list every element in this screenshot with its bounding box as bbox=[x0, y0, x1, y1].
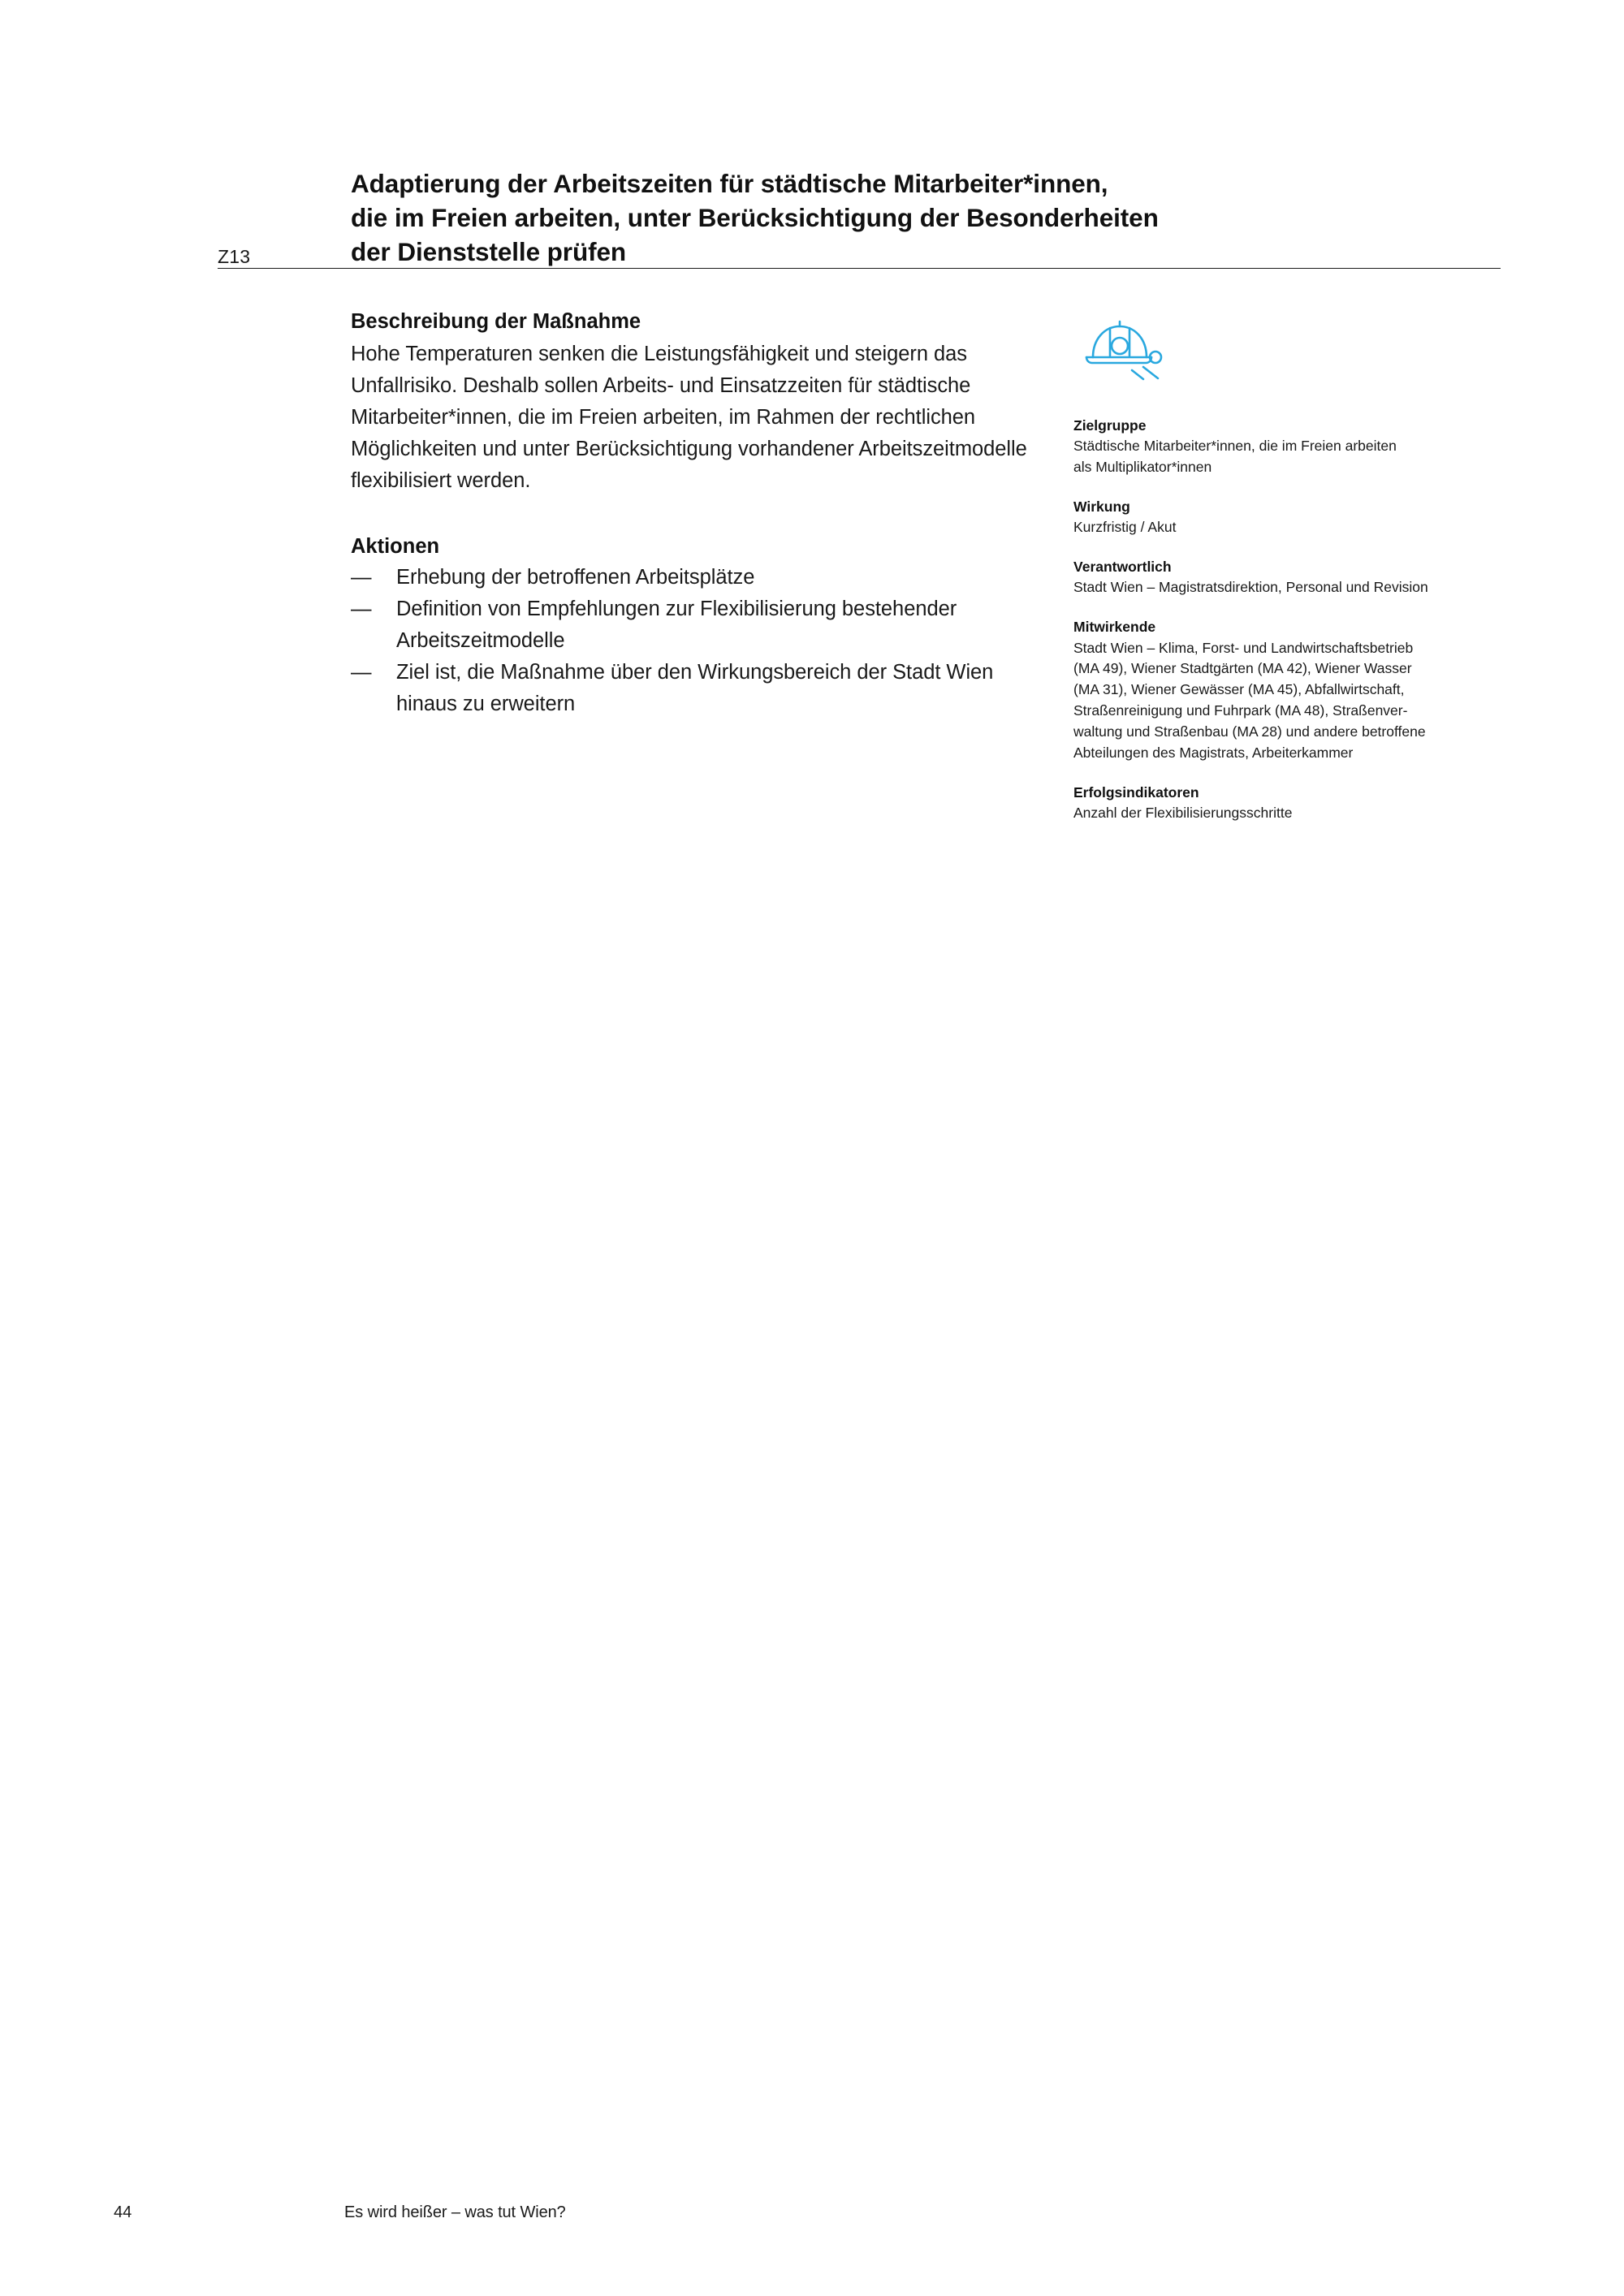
list-item-label: Definition von Empfehlungen zur Flexibilisierung bestehender Arbeitszeitmodelle bbox=[396, 597, 957, 652]
footer-document-title: Es wird heißer – was tut Wien? bbox=[344, 2203, 566, 2221]
actions-heading: Aktionen bbox=[351, 534, 440, 558]
list-item bbox=[351, 657, 1041, 720]
meta-value bbox=[1073, 803, 1504, 824]
meta-label: Mitwirkende bbox=[1073, 619, 1156, 636]
list-item bbox=[351, 562, 1041, 593]
meta-block-zielgruppe bbox=[1073, 415, 1504, 478]
description-heading: Beschreibung der Maßnahme bbox=[351, 310, 641, 333]
actions-list bbox=[351, 562, 1041, 720]
hard-hat-helmet-icon bbox=[1073, 307, 1171, 392]
meta-value-line: Abteilungen des Magistrats, Arbeiterkammer bbox=[1073, 744, 1354, 762]
meta-label: Zielgruppe bbox=[1073, 417, 1147, 434]
meta-value-line: (MA 31), Wiener Gewässer (MA 45), Abfallwirtschaft, bbox=[1073, 681, 1405, 698]
measure-id: Z13 bbox=[218, 246, 251, 267]
meta-block-verantwortlich bbox=[1073, 556, 1504, 598]
meta-value bbox=[1073, 577, 1504, 598]
meta-value bbox=[1073, 638, 1504, 764]
list-item bbox=[351, 593, 1041, 657]
dash-marker: — bbox=[351, 565, 372, 589]
title-divider bbox=[218, 268, 1501, 269]
meta-label: Wirkung bbox=[1073, 498, 1130, 516]
meta-value bbox=[1073, 517, 1504, 538]
dash-marker: — bbox=[351, 660, 372, 684]
list-item-label: Ziel ist, die Maßnahme über den Wirkungsbereich der Stadt Wien hinaus zu erweitern bbox=[396, 660, 994, 715]
page-title-line-3: der Dienststelle prüfen bbox=[351, 236, 627, 266]
meta-value-line: Stadt Wien – Klima, Forst- und Landwirtschaftsbetrieb bbox=[1073, 639, 1414, 656]
meta-block-wirkung bbox=[1073, 496, 1504, 538]
list-item-label: Erhebung der betroffenen Arbeitsplätze bbox=[396, 565, 755, 589]
meta-block-erfolgsindikatoren bbox=[1073, 782, 1504, 824]
page-title-line-2: die im Freien arbeiten, unter Berücksichtigung der Besonderheiten bbox=[351, 202, 1159, 232]
meta-value-line: Stadt Wien – Magistratsdirektion, Personal und Revision bbox=[1073, 579, 1428, 596]
meta-value-line: (MA 49), Wiener Stadtgärten (MA 42), Wiener Wasser bbox=[1073, 660, 1412, 677]
meta-label: Verantwortlich bbox=[1073, 559, 1172, 576]
footer-page-number: 44 bbox=[114, 2203, 132, 2221]
description-column bbox=[351, 307, 1041, 720]
meta-value-line: Straßenreinigung und Fuhrpark (MA 48), Straßenver- bbox=[1073, 702, 1408, 719]
meta-value-line: waltung und Straßenbau (MA 28) und andere betroffene bbox=[1073, 723, 1426, 740]
meta-value-line: Kurzfristig / Akut bbox=[1073, 519, 1177, 536]
meta-label: Erfolgsindikatoren bbox=[1073, 783, 1199, 801]
meta-value bbox=[1073, 436, 1504, 478]
meta-block-mitwirkende bbox=[1073, 616, 1504, 764]
meta-value-line: als Multiplikator*innen bbox=[1073, 459, 1212, 476]
metadata-column bbox=[1073, 307, 1504, 842]
description-text: Hohe Temperaturen senken die Leistungsfähigkeit und steigern das Unfallrisiko. Deshalb sollen Arbeits- und Einsatzzeiten für städtische Mitarbeiter*innen, die im Freien arbeiten, im Rahmen der rechtlichen Möglichkeiten und unter Berücksichtigung vorhandener Arbeitszeitmodelle flexibilisiert werden. bbox=[351, 342, 1027, 492]
page-title bbox=[351, 167, 1244, 270]
meta-value-line: Anzahl der Flexibilisierungsschritte bbox=[1073, 805, 1293, 822]
dash-marker: — bbox=[351, 597, 372, 620]
page-title-line-1: Adaptierung der Arbeitszeiten für städtische Mitarbeiter*innen, bbox=[351, 169, 1108, 198]
meta-value-line: Städtische Mitarbeiter*innen, die im Freien arbeiten bbox=[1073, 438, 1397, 455]
